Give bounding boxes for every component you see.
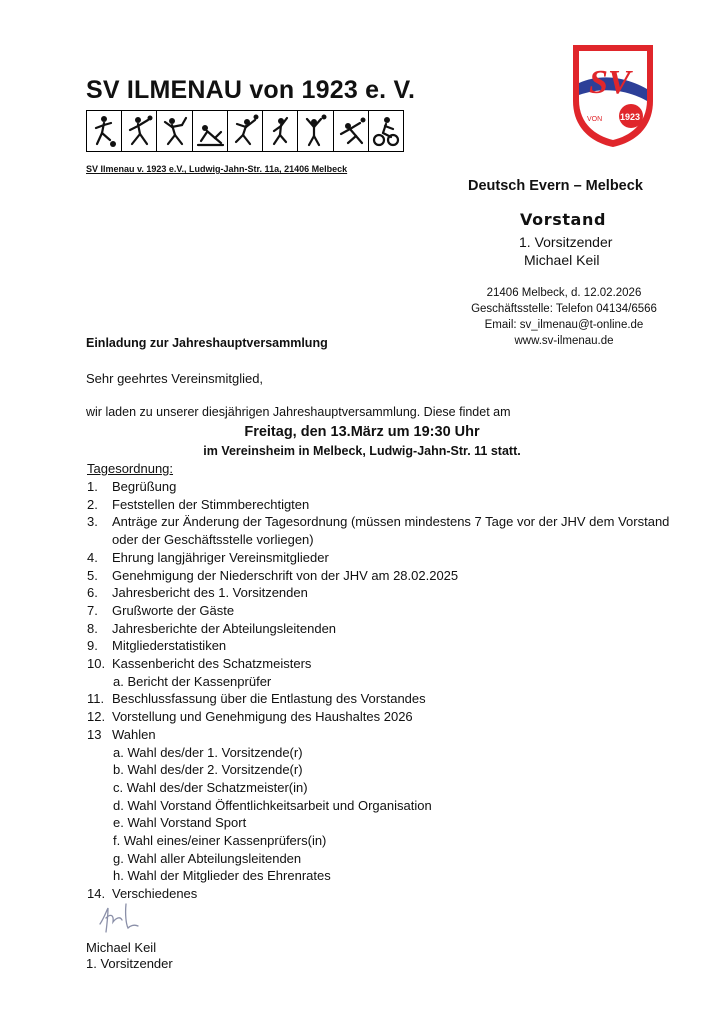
agenda-subitem: [87, 832, 687, 850]
agenda-list: [87, 478, 687, 903]
agenda-item-number: 9.: [87, 638, 98, 654]
agenda-heading: Tagesordnung:: [87, 461, 174, 476]
sender-address-line: SV Ilmenau v. 1923 e.V., Ludwig-Jahn-Str. 11a, 21406 Melbeck: [86, 164, 348, 174]
agenda-item: [87, 690, 687, 708]
agenda-item-text: Vorstellung und Genehmigung des Haushaltes 2026: [112, 709, 413, 725]
club-title: SV ILMENAU von 1923 e. V.: [86, 76, 416, 104]
agenda-subitem: [87, 779, 687, 797]
agenda-item-text: g. Wahl aller Abteilungsleitenden: [113, 850, 302, 866]
sport-pictogram-strip: [86, 110, 404, 152]
meeting-date: Freitag, den 13.März um 19:30 Uhr: [244, 424, 480, 440]
agenda-item-text: Verschiedenes: [112, 886, 198, 902]
agenda-item-number: 4.: [87, 549, 98, 565]
agenda-item: [87, 549, 687, 567]
logo-von: VON: [587, 116, 603, 123]
office-website[interactable]: www.sv-ilmenau.de: [514, 335, 614, 347]
agenda-item-text: a. Wahl des/der 1. Vorsitzende(r): [113, 744, 303, 760]
agenda-item: [87, 513, 687, 548]
agenda-item-number: 14.: [87, 886, 106, 902]
board-title: Vorstand: [520, 210, 607, 229]
office-phone: Geschäftsstelle: Telefon 04134/6566: [471, 303, 657, 315]
agenda-item-text: Ehrung langjähriger Vereinsmitglieder: [112, 549, 329, 565]
agenda-item: [87, 496, 687, 514]
club-logo-crest: [571, 43, 655, 149]
letter-subject: Einladung zur Jahreshauptversammlung: [86, 336, 328, 350]
agenda-item-number: 10.: [87, 656, 106, 672]
agenda-item-text: a. Bericht der Kassenprüfer: [113, 673, 272, 689]
agenda-item-number: 8.: [87, 620, 98, 636]
agenda-item-text: Begrüßung: [112, 479, 177, 494]
agenda-item-number: 13: [87, 726, 102, 742]
agenda-item-number: 6.: [87, 585, 98, 601]
signature-name: Michael Keil: [86, 940, 157, 955]
agenda-item-number: 12.: [87, 709, 106, 725]
agenda-item-text: d. Wahl Vorstand Öffentlichkeitsarbeit und Organisation: [113, 797, 432, 813]
agenda-item-text: Mitgliederstatistiken: [112, 638, 227, 654]
football-player-icon: [87, 111, 122, 151]
branch-name: Deutsch Evern – Melbeck: [468, 178, 643, 194]
office-email[interactable]: Email: sv_ilmenau@t-online.de: [484, 319, 644, 331]
agenda-item-number: 7.: [87, 602, 98, 618]
agenda-item-text: Beschlussfassung über die Entlastung des Vorstandes: [112, 691, 426, 707]
agenda-item-number: 3.: [87, 514, 98, 530]
agenda-item-text: Wahlen: [112, 726, 156, 742]
chair-name: Michael Keil: [524, 252, 600, 268]
volleyball-icon: [228, 111, 263, 151]
agenda-item: [87, 584, 687, 602]
agenda-item-text: Jahresbericht des 1. Vorsitzenden: [112, 585, 308, 601]
handwritten-signature: [96, 898, 154, 940]
logo-monogram: SV: [589, 64, 631, 101]
climbing-icon: [263, 111, 298, 151]
cycling-icon: [369, 111, 403, 151]
agenda-item-text: c. Wahl des/der Schatzmeister(in): [113, 779, 308, 795]
signature-role: 1. Vorsitzender: [86, 956, 173, 971]
agenda-item: [87, 708, 687, 726]
agenda-item-text: Kassenbericht des Schatzmeisters: [112, 656, 312, 672]
agenda-item: [87, 885, 687, 903]
agenda-item-text: Anträge zur Änderung der Tagesordnung (müssen mindestens 7 Tage vor der JHV dem Vorstand oder der Geschäftsstelle vorliegen): [112, 514, 670, 548]
agenda-item: [87, 478, 687, 496]
agenda-item-text: f. Wahl eines/einer Kassenprüfers(in): [113, 833, 327, 849]
agenda-item: [87, 567, 687, 585]
agenda-item-number: 2.: [87, 496, 98, 512]
agenda-item-number: 5.: [87, 567, 98, 583]
handball-player-icon: [122, 111, 157, 151]
agenda-item-text: b. Wahl des/der 2. Vorsitzende(r): [113, 762, 303, 778]
agenda-item: [87, 620, 687, 638]
agenda-item-number: 11.: [87, 691, 105, 707]
agenda-item-text: h. Wahl der Mitglieder des Ehrenrates: [113, 868, 331, 884]
badminton-player-icon: [157, 111, 192, 151]
agenda-item-number: 1.: [87, 479, 98, 494]
agenda-subitem: [87, 797, 687, 815]
goalkeeper-icon: [334, 111, 369, 151]
agenda-item-text: Grußworte der Gäste: [112, 602, 235, 618]
gymnastics-icon: [193, 111, 228, 151]
place-date: 21406 Melbeck, d. 12.02.2026: [486, 287, 642, 299]
agenda-item-text: Feststellen der Stimmberechtigten: [112, 496, 310, 512]
agenda-subitem: [87, 814, 687, 832]
agenda-subitem: [87, 673, 687, 691]
agenda-subitem: [87, 867, 687, 885]
agenda-subitem: [87, 850, 687, 868]
agenda-item-text: Jahresberichte der Abteilungsleitenden: [112, 620, 337, 636]
basketball-icon: [298, 111, 333, 151]
meeting-venue: im Vereinsheim in Melbeck, Ludwig-Jahn-Str. 11 statt.: [203, 444, 521, 458]
agenda-subitem: [87, 761, 687, 779]
agenda-item-text: e. Wahl Vorstand Sport: [113, 815, 247, 831]
chair-role: 1. Vorsitzender: [519, 234, 613, 250]
agenda-subitem: [87, 744, 687, 762]
letter-greeting: Sehr geehrtes Vereinsmitglied,: [86, 371, 264, 386]
agenda-item: [87, 637, 687, 655]
agenda-item-text: Genehmigung der Niederschrift von der JHV am 28.02.2025: [112, 567, 459, 583]
letter-intro: wir laden zu unserer diesjährigen Jahreshauptversammlung. Diese findet am: [86, 405, 511, 419]
logo-year: 1923: [620, 112, 641, 122]
agenda-item: [87, 655, 687, 673]
agenda-item: [87, 602, 687, 620]
agenda-item: [87, 726, 687, 744]
